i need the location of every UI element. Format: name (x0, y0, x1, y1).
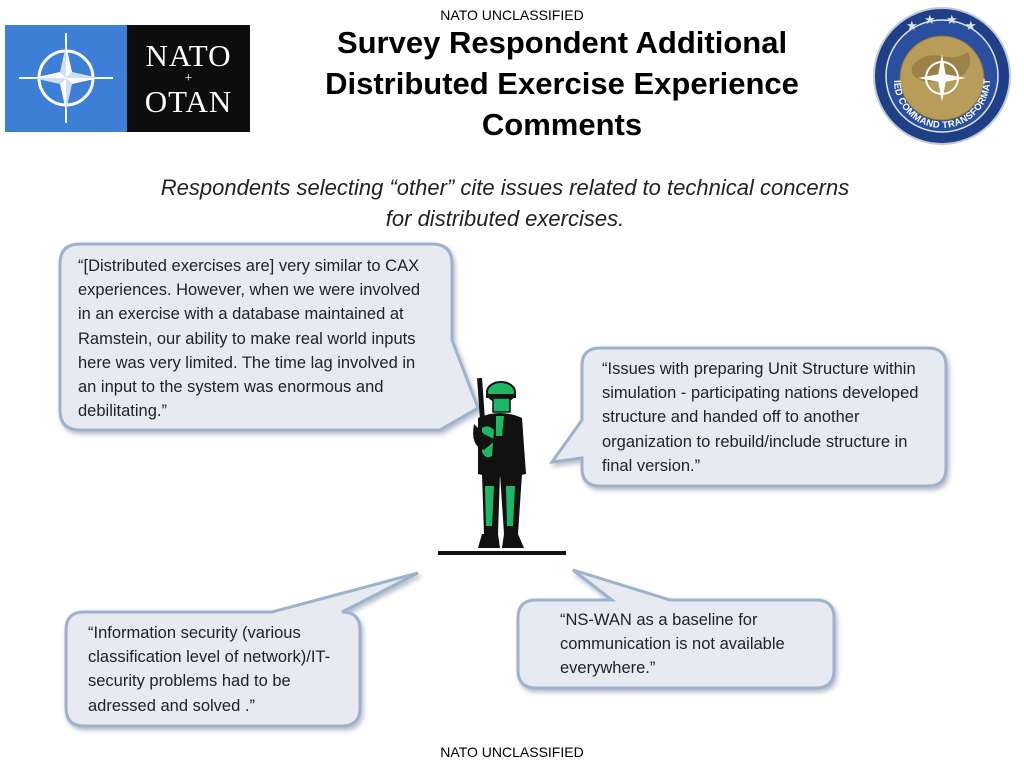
otan-word: OTAN (144, 83, 233, 119)
wordmark-separator: + (184, 70, 193, 86)
classification-top: NATO UNCLASSIFIED (440, 7, 584, 23)
title-line: Survey Respondent Additional (336, 25, 788, 60)
comment-line: organization to rebuild/include structure in (602, 432, 908, 451)
comment-line: adressed and solved .” (88, 696, 255, 715)
comment-line: “[Distributed exercises are] very similar to CAX (78, 257, 420, 275)
comment-line: debilitating.” (78, 402, 167, 421)
comment-line: communication is not available (560, 635, 785, 654)
comment-2 (602, 357, 942, 478)
subtitle-line: Respondents selecting “other” cite issues related to technical concerns (160, 175, 850, 200)
comment-line: Ramstein, our ability to make real world inputs (78, 329, 416, 348)
subtitle-line: for distributed exercises. (385, 206, 625, 231)
comment-line: “Information security (various (88, 624, 301, 642)
nato-word: NATO (145, 37, 232, 73)
comment-1 (78, 254, 448, 423)
title-line: Comments (481, 107, 643, 142)
comment-line: security problems had to be (88, 672, 291, 691)
svg-text:★: ★ (946, 13, 958, 28)
comment-line: “Issues with preparing Unit Structure within (602, 360, 916, 378)
comment-line: final version.” (602, 456, 701, 475)
comment-line: an input to the system was enormous and (78, 378, 384, 397)
comment-line: classification level of network)/IT- (88, 648, 331, 667)
comment-line: everywhere.” (560, 659, 656, 678)
comment-line: “NS-WAN as a baseline for (560, 611, 758, 629)
seal-text: IED COMMAND TRANSFORMAT (890, 78, 994, 132)
comment-line: in an exercise with a database maintained at (78, 305, 404, 324)
classification-bottom: NATO UNCLASSIFIED (440, 744, 584, 760)
soldier-icon (438, 376, 568, 558)
title-line: Distributed Exercise Experience (325, 66, 799, 101)
comment-line: here was very limited. The time lag involved in (78, 353, 416, 372)
comment-line: experiences. However, when we were involved (78, 281, 421, 300)
comment-4 (560, 608, 825, 681)
comment-line: structure and handed off to another (602, 408, 860, 427)
comment-3 (88, 621, 356, 718)
comment-line: simulation - participating nations developed (602, 384, 919, 403)
svg-text:★: ★ (924, 13, 936, 28)
svg-text:★: ★ (906, 19, 918, 34)
svg-text:★: ★ (965, 19, 977, 34)
